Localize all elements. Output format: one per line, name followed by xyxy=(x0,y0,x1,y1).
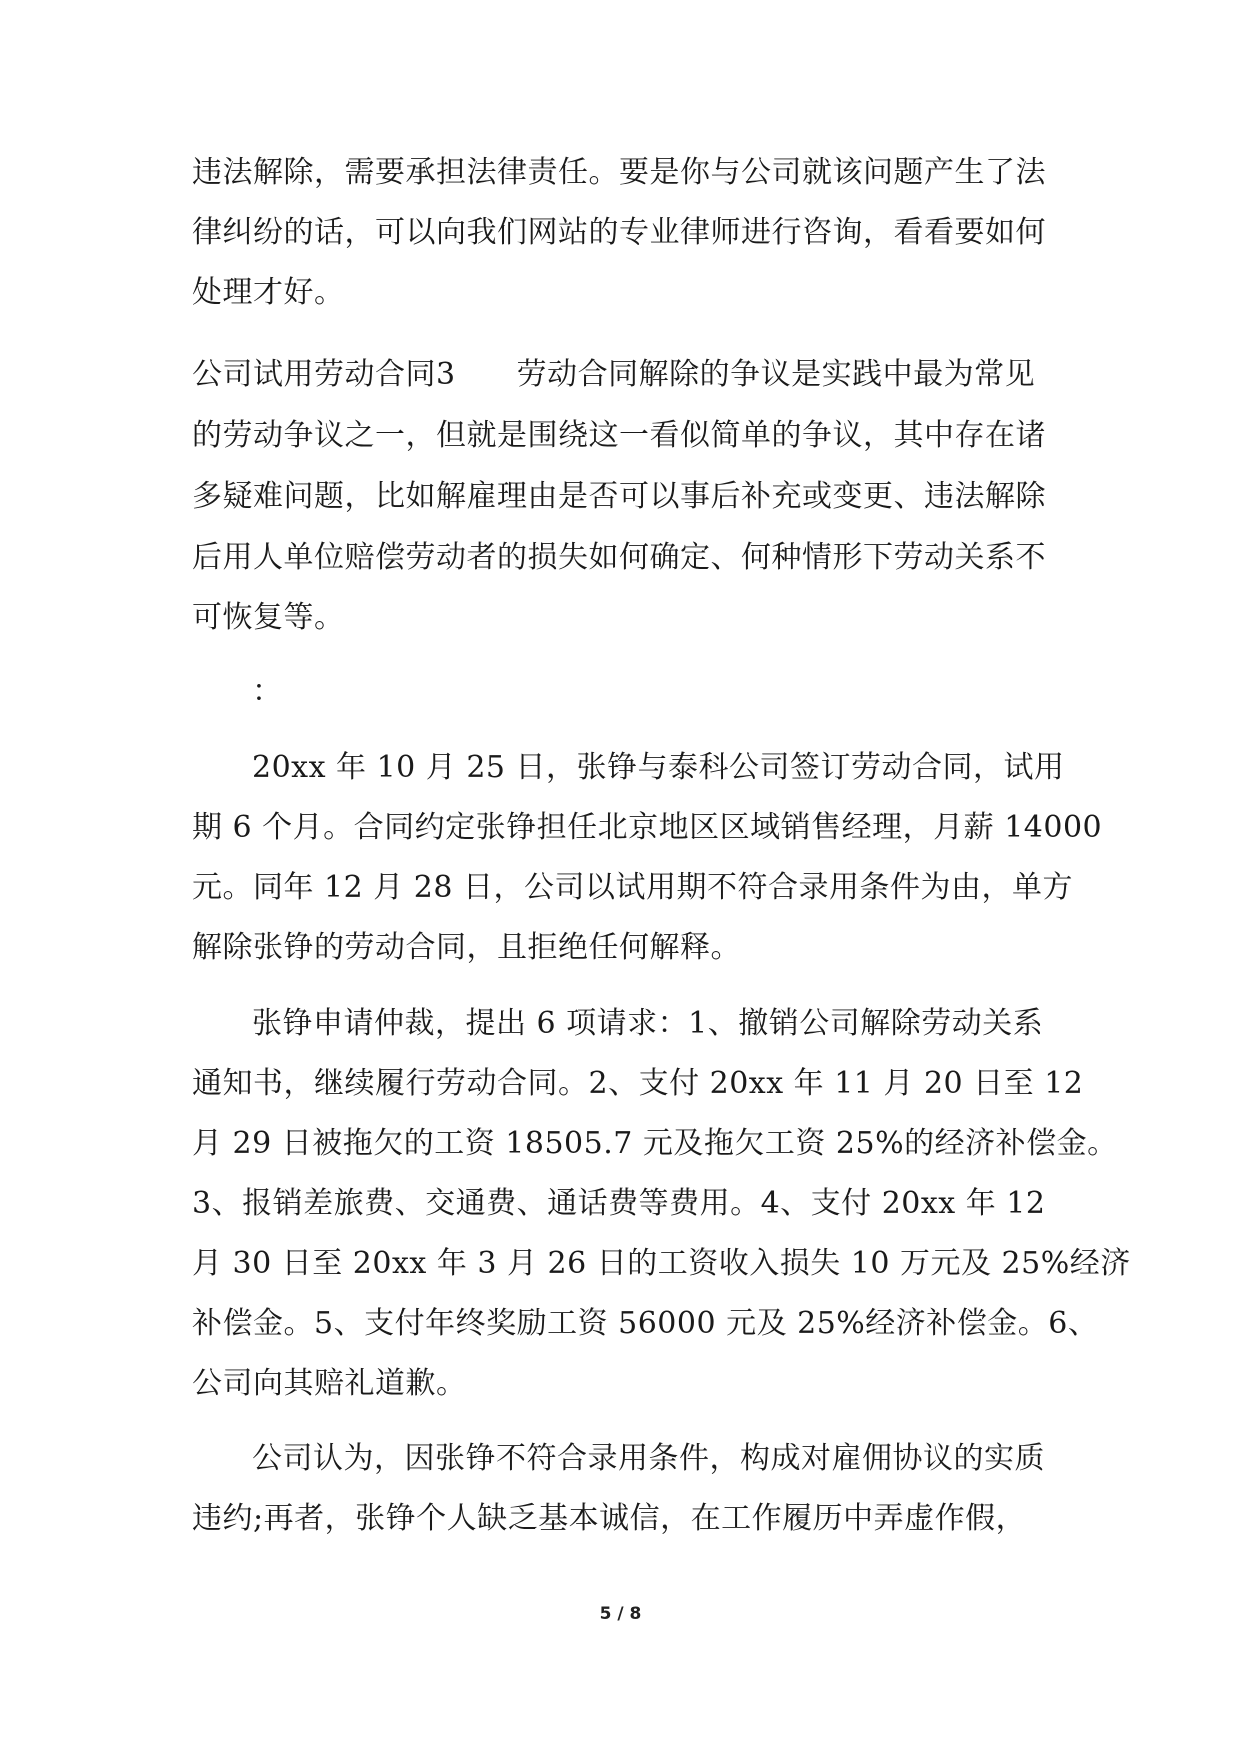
colon-line: ： xyxy=(252,674,283,709)
paragraph-start-line: 20xx 年 10 月 25 日，张铮与泰科公司签订劳动合同，试用 xyxy=(252,750,1065,785)
body-line: 月 30 日至 20xx 年 3 月 26 日的工资收入损失 10 万元及 25%经济 xyxy=(192,1246,1131,1281)
body-line: 多疑难问题，比如解雇理由是否可以事后补充或变更、违法解除 xyxy=(192,479,1046,514)
body-line: 期 6 个月。合同约定张铮担任北京地区区域销售经理，月薪 14000 xyxy=(192,810,1103,845)
body-line: 月 29 日被拖欠的工资 18505.7 元及拖欠工资 25%的经济补偿金。 xyxy=(192,1126,1118,1161)
page-number: 5 / 8 xyxy=(599,1604,642,1624)
body-line: 通知书，继续履行劳动合同。2、支付 20xx 年 11 月 20 日至 12 xyxy=(192,1066,1084,1101)
paragraph-start-line: 张铮申请仲裁，提出 6 项请求：1、撤销公司解除劳动关系 xyxy=(252,1006,1044,1041)
paragraph-start-line: 公司认为，因张铮不符合录用条件，构成对雇佣协议的实质 xyxy=(252,1441,1045,1476)
body-line: 处理才好。 xyxy=(192,275,345,310)
body-line: 后用人单位赔偿劳动者的损失如何确定、何种情形下劳动关系不 xyxy=(192,540,1046,575)
body-line: 公司向其赔礼道歉。 xyxy=(192,1366,467,1401)
body-line: 3、报销差旅费、交通费、通话费等费用。4、支付 20xx 年 12 xyxy=(192,1186,1046,1221)
body-line: 补偿金。5、支付年终奖励工资 56000 元及 25%经济补偿金。6、 xyxy=(192,1306,1099,1341)
body-line: 违法解除，需要承担法律责任。要是你与公司就该问题产生了法 xyxy=(192,155,1046,190)
body-line: 解除张铮的劳动合同，且拒绝任何解释。 xyxy=(192,930,741,965)
body-line: 律纠纷的话，可以向我们网站的专业律师进行咨询，看看要如何 xyxy=(192,215,1046,250)
section-heading-line: 公司试用劳动合同3 劳动合同解除的争议是实践中最为常见 xyxy=(192,357,1036,392)
body-line: 的劳动争议之一，但就是围绕这一看似简单的争议，其中存在诸 xyxy=(192,418,1046,453)
body-line: 可恢复等。 xyxy=(192,600,345,635)
body-line: 元。同年 12 月 28 日，公司以试用期不符合录用条件为由，单方 xyxy=(192,870,1073,905)
body-line: 违约;再者，张铮个人缺乏基本诚信，在工作履历中弄虚作假， xyxy=(192,1501,1027,1536)
